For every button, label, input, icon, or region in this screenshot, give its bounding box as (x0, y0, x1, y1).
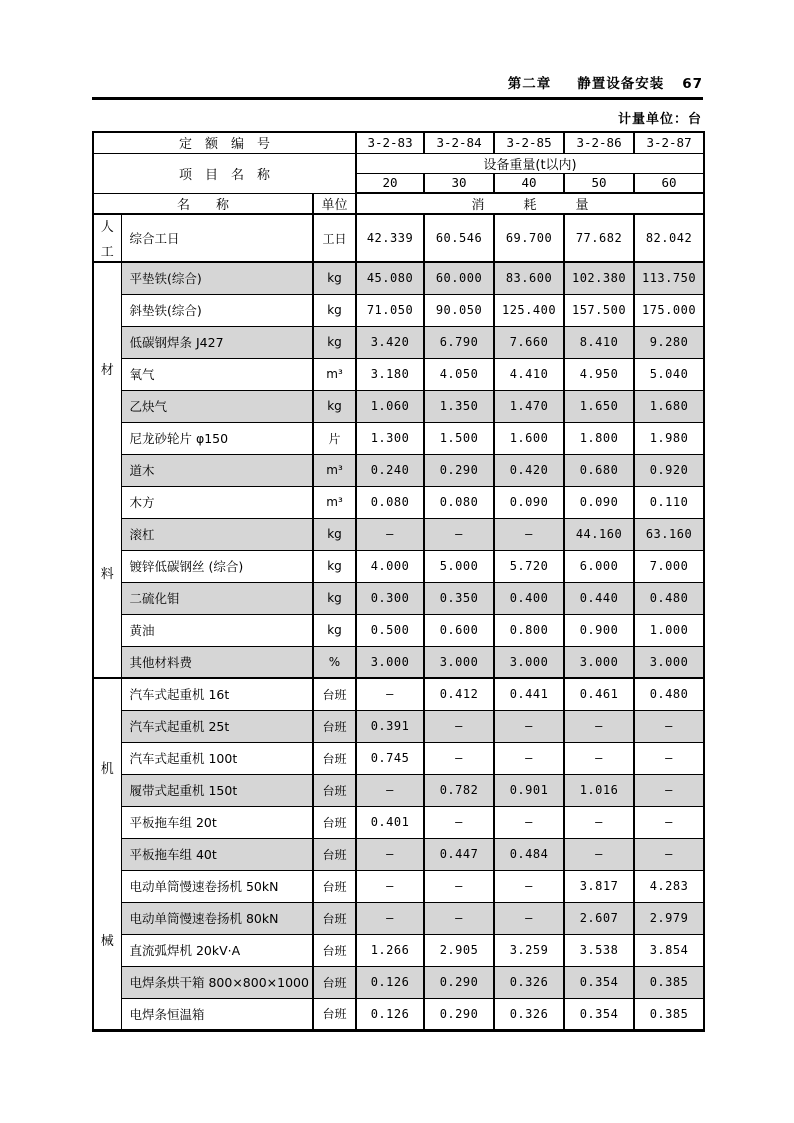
value-cell: — (356, 870, 424, 902)
value-cell: 5.040 (634, 358, 704, 390)
chapter-label: 第二章 (507, 76, 552, 92)
value-cell: 71.050 (356, 294, 424, 326)
value-cell: 9.280 (634, 326, 704, 358)
value-cell: 0.500 (356, 614, 424, 646)
row-unit-cell: 台班 (313, 678, 356, 710)
value-cell: 3.420 (356, 326, 424, 358)
value-cell: 0.090 (494, 486, 564, 518)
row-unit-cell: 台班 (313, 806, 356, 838)
value-cell: 1.300 (356, 422, 424, 454)
quota-table (92, 131, 705, 1032)
category-char: 料 (100, 566, 114, 582)
row-name-cell: 平板拖车组 40t (121, 838, 313, 870)
consumption-label-cell: 消 耗 量 (356, 193, 704, 214)
row-name-cell: 道木 (121, 454, 313, 486)
value-cell: 0.391 (356, 710, 424, 742)
value-cell: 6.790 (424, 326, 494, 358)
row-unit-cell: 台班 (313, 870, 356, 902)
value-cell: — (494, 518, 564, 550)
section-title: 静置设备安装 (577, 76, 665, 92)
row-unit-cell: % (313, 646, 356, 678)
value-cell: 0.110 (634, 486, 704, 518)
value-cell: 0.300 (356, 582, 424, 614)
weight-value-cell: 60 (634, 173, 704, 193)
value-cell: 3.000 (564, 646, 634, 678)
row-name-cell: 氧气 (121, 358, 313, 390)
row-name-cell: 其他材料费 (121, 646, 313, 678)
value-cell: 0.354 (564, 998, 634, 1030)
value-cell: 0.480 (634, 582, 704, 614)
item-label-cell: 项 目 名 称 (93, 153, 356, 193)
value-cell: 125.400 (494, 294, 564, 326)
value-cell: 7.000 (634, 550, 704, 582)
value-cell: 3.000 (494, 646, 564, 678)
row-name-cell: 汽车式起重机 100t (121, 742, 313, 774)
table-row (93, 806, 704, 838)
table-row (93, 966, 704, 998)
quota-label-cell: 定 额 编 号 (93, 132, 356, 153)
value-cell: — (494, 902, 564, 934)
value-cell: 77.682 (564, 214, 634, 262)
category-cell (93, 214, 121, 262)
row-unit-cell: 台班 (313, 966, 356, 998)
value-cell: 0.126 (356, 998, 424, 1030)
value-cell: 8.410 (564, 326, 634, 358)
table-row (93, 486, 704, 518)
value-cell: 0.920 (634, 454, 704, 486)
row-unit-cell: m³ (313, 454, 356, 486)
measurement-unit-note: 计量单位：台 (617, 112, 702, 127)
weight-value-cell: 30 (424, 173, 494, 193)
value-cell: 0.447 (424, 838, 494, 870)
value-cell: 4.410 (494, 358, 564, 390)
value-cell: 1.016 (564, 774, 634, 806)
row-name-cell: 斜垫铁(综合) (121, 294, 313, 326)
value-cell: 5.720 (494, 550, 564, 582)
header-divider-rule (92, 97, 703, 100)
row-unit-cell: m³ (313, 358, 356, 390)
category-cell (93, 262, 121, 678)
table-row (93, 934, 704, 966)
weight-value-cell: 50 (564, 173, 634, 193)
value-cell: 83.600 (494, 262, 564, 294)
value-cell: 0.461 (564, 678, 634, 710)
value-cell: 2.979 (634, 902, 704, 934)
table-body (93, 214, 704, 1030)
value-cell: 0.290 (424, 998, 494, 1030)
value-cell: 1.800 (564, 422, 634, 454)
value-cell: — (356, 678, 424, 710)
value-cell: 1.600 (494, 422, 564, 454)
value-cell: — (564, 742, 634, 774)
value-cell: 82.042 (634, 214, 704, 262)
value-cell: 1.470 (494, 390, 564, 422)
row-unit-cell: 台班 (313, 998, 356, 1030)
value-cell: 60.000 (424, 262, 494, 294)
value-cell: 69.700 (494, 214, 564, 262)
value-cell: 4.050 (424, 358, 494, 390)
value-cell: 0.480 (634, 678, 704, 710)
value-cell: 3.180 (356, 358, 424, 390)
value-cell: 0.240 (356, 454, 424, 486)
value-cell: 175.000 (634, 294, 704, 326)
row-name-cell: 尼龙砂轮片 φ150 (121, 422, 313, 454)
value-cell: 0.680 (564, 454, 634, 486)
value-cell: — (424, 710, 494, 742)
row-unit-cell: 片 (313, 422, 356, 454)
table-row (93, 390, 704, 422)
row-unit-cell: 台班 (313, 934, 356, 966)
weight-label-cell: 设备重量(t以内) (356, 153, 704, 173)
row-name-cell: 滚杠 (121, 518, 313, 550)
value-cell: 0.126 (356, 966, 424, 998)
row-name-cell: 乙炔气 (121, 390, 313, 422)
category-char: 工 (100, 245, 114, 260)
value-cell: 3.817 (564, 870, 634, 902)
quota-code-cell: 3-2-87 (634, 132, 704, 153)
row-name-cell: 直流弧焊机 20kV·A (121, 934, 313, 966)
value-cell: 1.000 (634, 614, 704, 646)
value-cell: 2.905 (424, 934, 494, 966)
value-cell: — (564, 806, 634, 838)
value-cell: 3.000 (424, 646, 494, 678)
value-cell: 1.680 (634, 390, 704, 422)
table-row (93, 838, 704, 870)
value-cell: — (634, 838, 704, 870)
value-cell: 0.080 (356, 486, 424, 518)
value-cell: 0.441 (494, 678, 564, 710)
value-cell: 0.350 (424, 582, 494, 614)
row-unit-cell: kg (313, 294, 356, 326)
value-cell: — (564, 838, 634, 870)
row-unit-cell: kg (313, 326, 356, 358)
value-cell: 3.000 (356, 646, 424, 678)
category-cell (93, 678, 121, 1030)
value-cell: 1.060 (356, 390, 424, 422)
chapter-header (508, 72, 703, 92)
value-cell: 0.401 (356, 806, 424, 838)
row-unit-cell: kg (313, 262, 356, 294)
weight-label-row (93, 153, 704, 173)
value-cell: 1.500 (424, 422, 494, 454)
name-label-cell: 名 称 (93, 193, 313, 214)
table-row (93, 870, 704, 902)
weight-value-cell: 20 (356, 173, 424, 193)
row-name-cell: 平垫铁(综合) (121, 262, 313, 294)
table-row (93, 518, 704, 550)
row-unit-cell: kg (313, 550, 356, 582)
table-row (93, 262, 704, 294)
value-cell: 2.607 (564, 902, 634, 934)
value-cell: 4.950 (564, 358, 634, 390)
row-unit-cell: kg (313, 390, 356, 422)
value-cell: 0.400 (494, 582, 564, 614)
quota-code-cell: 3-2-85 (494, 132, 564, 153)
value-cell: — (424, 806, 494, 838)
value-cell: 60.546 (424, 214, 494, 262)
value-cell: — (356, 902, 424, 934)
row-name-cell: 电焊条恒温箱 (121, 998, 313, 1030)
value-cell: — (356, 774, 424, 806)
weight-value-cell: 40 (494, 173, 564, 193)
value-cell: 0.900 (564, 614, 634, 646)
column-label-row (93, 193, 704, 214)
row-unit-cell: 台班 (313, 902, 356, 934)
table-row (93, 998, 704, 1030)
value-cell: 1.650 (564, 390, 634, 422)
row-name-cell: 镀锌低碳钢丝 (综合) (121, 550, 313, 582)
row-name-cell: 汽车式起重机 16t (121, 678, 313, 710)
value-cell: 0.745 (356, 742, 424, 774)
value-cell: 63.160 (634, 518, 704, 550)
row-unit-cell: 台班 (313, 774, 356, 806)
value-cell: — (424, 870, 494, 902)
value-cell: 1.266 (356, 934, 424, 966)
value-cell: 3.000 (634, 646, 704, 678)
value-cell: 44.160 (564, 518, 634, 550)
table-row (93, 902, 704, 934)
row-name-cell: 低碳钢焊条 J427 (121, 326, 313, 358)
value-cell: 3.259 (494, 934, 564, 966)
row-unit-cell: 台班 (313, 838, 356, 870)
table-row (93, 454, 704, 486)
row-unit-cell: 台班 (313, 742, 356, 774)
row-unit-cell: kg (313, 582, 356, 614)
row-unit-cell: 工日 (313, 214, 356, 262)
table-row (93, 774, 704, 806)
value-cell: 0.385 (634, 998, 704, 1030)
value-cell: — (634, 742, 704, 774)
value-cell: 0.080 (424, 486, 494, 518)
value-cell: — (634, 774, 704, 806)
value-cell: — (424, 742, 494, 774)
row-name-cell: 平板拖车组 20t (121, 806, 313, 838)
value-cell: — (356, 518, 424, 550)
table-row (93, 742, 704, 774)
table-row (93, 214, 704, 262)
value-cell: 45.080 (356, 262, 424, 294)
row-name-cell: 履带式起重机 150t (121, 774, 313, 806)
value-cell: — (494, 870, 564, 902)
value-cell: 0.782 (424, 774, 494, 806)
value-cell: 0.385 (634, 966, 704, 998)
table-row (93, 550, 704, 582)
value-cell: 42.339 (356, 214, 424, 262)
value-cell: — (424, 902, 494, 934)
value-cell: 102.380 (564, 262, 634, 294)
value-cell: — (564, 710, 634, 742)
row-unit-cell: kg (313, 614, 356, 646)
value-cell: 0.326 (494, 998, 564, 1030)
quota-code-cell: 3-2-83 (356, 132, 424, 153)
value-cell: 1.350 (424, 390, 494, 422)
table-header (93, 132, 704, 214)
value-cell: 0.412 (424, 678, 494, 710)
category-char: 人 (100, 220, 114, 235)
table-row (93, 646, 704, 678)
unit-label-cell: 单位 (313, 193, 356, 214)
value-cell: 157.500 (564, 294, 634, 326)
table-row (93, 294, 704, 326)
quota-code-cell: 3-2-84 (424, 132, 494, 153)
value-cell: — (494, 710, 564, 742)
row-name-cell: 电动单筒慢速卷扬机 80kN (121, 902, 313, 934)
table-row (93, 326, 704, 358)
table-row (93, 710, 704, 742)
row-unit-cell: kg (313, 518, 356, 550)
value-cell: — (634, 710, 704, 742)
value-cell: 0.326 (494, 966, 564, 998)
value-cell: — (494, 806, 564, 838)
table-row (93, 422, 704, 454)
value-cell: 0.800 (494, 614, 564, 646)
value-cell: 90.050 (424, 294, 494, 326)
row-name-cell: 综合工日 (121, 214, 313, 262)
table-row (93, 582, 704, 614)
row-unit-cell: 台班 (313, 710, 356, 742)
row-name-cell: 汽车式起重机 25t (121, 710, 313, 742)
table-row (93, 358, 704, 390)
value-cell: 0.354 (564, 966, 634, 998)
value-cell: 0.090 (564, 486, 634, 518)
value-cell: 6.000 (564, 550, 634, 582)
value-cell: — (424, 518, 494, 550)
category-char: 机 (100, 762, 114, 778)
row-name-cell: 电焊条烘干箱 800×800×1000 (121, 966, 313, 998)
value-cell: 1.980 (634, 422, 704, 454)
value-cell: 7.660 (494, 326, 564, 358)
value-cell: — (634, 806, 704, 838)
value-cell: 0.420 (494, 454, 564, 486)
value-cell: 0.290 (424, 966, 494, 998)
row-name-cell: 电动单筒慢速卷扬机 50kN (121, 870, 313, 902)
value-cell: 0.484 (494, 838, 564, 870)
page-number: 67 (682, 76, 703, 92)
value-cell: 0.290 (424, 454, 494, 486)
value-cell: 0.440 (564, 582, 634, 614)
category-char: 械 (100, 934, 114, 950)
value-cell: — (494, 742, 564, 774)
value-cell: 4.283 (634, 870, 704, 902)
table-row (93, 614, 704, 646)
row-unit-cell: m³ (313, 486, 356, 518)
category-char: 材 (100, 362, 114, 378)
row-name-cell: 二硫化钼 (121, 582, 313, 614)
value-cell: 3.538 (564, 934, 634, 966)
row-name-cell: 木方 (121, 486, 313, 518)
quota-code-row (93, 132, 704, 153)
value-cell: 4.000 (356, 550, 424, 582)
value-cell: 113.750 (634, 262, 704, 294)
quota-code-cell: 3-2-86 (564, 132, 634, 153)
value-cell: 3.854 (634, 934, 704, 966)
value-cell: 0.600 (424, 614, 494, 646)
row-name-cell: 黄油 (121, 614, 313, 646)
value-cell: — (356, 838, 424, 870)
table-row (93, 678, 704, 710)
value-cell: 5.000 (424, 550, 494, 582)
value-cell: 0.901 (494, 774, 564, 806)
